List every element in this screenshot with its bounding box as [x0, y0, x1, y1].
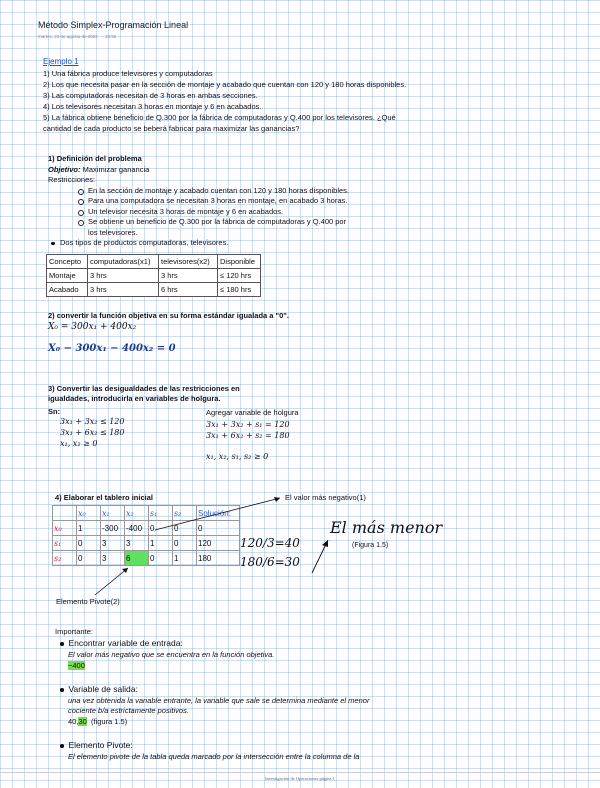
table-cell: Montaje	[47, 269, 88, 283]
section-objective-title: 2) convertir la función objetiva en su forma estándar igualada a "0".	[48, 311, 289, 320]
tableau-cell: 1	[173, 551, 197, 566]
row-label: s₁	[53, 536, 77, 551]
problem-line: 2) Los que necesita pasar en la sección de montaje y acabado que cuentan con 120 y 180 horas disponibles.	[43, 80, 407, 89]
tableau-header: Solución:	[197, 506, 240, 521]
tableau-cell: 0	[149, 551, 173, 566]
tableau-cell: 180	[197, 551, 240, 566]
pivot-label: Elemento Pivote(2)	[56, 597, 120, 606]
inequality: 3x₁ + 3x₂ ≤ 120	[60, 417, 125, 426]
tableau-cell: 0	[197, 521, 240, 536]
tableau-cell: -300	[101, 521, 125, 536]
item-title-text: Elemento Pivote:	[68, 740, 133, 750]
table-header: Disponible	[218, 255, 261, 269]
item-value	[68, 661, 85, 671]
footer-divider	[0, 772, 600, 773]
tableau-cell: 1	[149, 536, 173, 551]
page-title: Método Simplex-Programación Lineal	[38, 20, 189, 30]
tableau-cell: -400	[125, 521, 149, 536]
problem-line: 3) Las computadoras necesitan de 3 horas en ambas secciones.	[43, 91, 258, 100]
date-text: martes, 23 de agosto de 2022	[38, 34, 98, 39]
tableau-cell: 0	[149, 521, 173, 536]
arrowhead	[322, 540, 328, 547]
restrictions-label: Restricciones:	[48, 175, 96, 184]
objective-equation: X₀ = 300x₁ + 400x₂	[48, 322, 137, 332]
tableau-header: x₀	[77, 506, 101, 521]
time-text: 20:55	[105, 34, 117, 39]
page-footer: Investigación de Operaciones página 1	[265, 776, 335, 781]
figure-ref: (figura 1.5)	[90, 717, 128, 726]
item-title	[60, 638, 183, 648]
value-text: 40,	[68, 717, 79, 726]
highlighted-value: −400	[68, 661, 85, 670]
list-item-continuation: los televisores.	[88, 227, 138, 237]
equation: 3x₁ + 6x₂ + s₂ = 180	[206, 431, 290, 440]
most-negative-note: El valor más negativo(1)	[285, 493, 366, 502]
tableau-cell: 0	[77, 551, 101, 566]
tableau-cell: 3	[101, 536, 125, 551]
problem-line: 5) La fábrica obtiene beneficio de Q.300 por la fábrica de computadoras y Q.400 por los televisores. ¿Qué	[43, 113, 396, 122]
list-item: En la sección de montaje y acabado cuentan con 120 y 180 horas disponibles.	[48, 186, 408, 197]
tableau-cell: 0	[173, 536, 197, 551]
section-title-line: igualdades, introducirla en variables de holgura.	[48, 394, 221, 403]
handwritten-ratio-1: 120/3=40	[240, 536, 300, 550]
table-cell: 3 hrs	[159, 269, 218, 283]
tableau-cell: 3	[101, 551, 125, 566]
item-title-text: Encontrar variable de entrada:	[68, 638, 183, 648]
tableau-cell: 120	[197, 536, 240, 551]
highlighted-value: 30	[78, 717, 87, 726]
table-cell: ≤ 180 hrs	[218, 283, 261, 297]
table-cell: Acabado	[47, 283, 88, 297]
arrow-pivot	[95, 568, 128, 595]
row-label: s₂	[53, 551, 77, 566]
bullet-icon	[60, 642, 64, 646]
inequality: x₁, x₂ ≥ 0	[60, 439, 98, 448]
tableau-cell: 0	[173, 521, 197, 536]
figure-label: (Figura 1.5)	[352, 542, 389, 549]
tableau-header: x₁	[101, 506, 125, 521]
inequality: 3x₁ + 6x₂ ≤ 180	[60, 428, 125, 437]
slack-label: Agregar variable de holgura	[206, 408, 299, 417]
table-cell: 3 hrs	[88, 269, 159, 283]
item-description: cociente b/a estrictamente positivos.	[68, 706, 189, 715]
problem-line: 1) Una fábrica produce televisores y computadoras	[43, 69, 213, 78]
standard-equation: X₀ − 300x₁ − 400x₂ = 0	[48, 343, 176, 354]
table-header: televisores(x2)	[159, 255, 218, 269]
problem-line: 4) Los televisores necesitan 3 horas en montaje y 6 en acabados.	[43, 102, 262, 111]
sn-label: Sn:	[48, 407, 61, 416]
important-label: Importante:	[55, 627, 93, 636]
objective-text: Maximizar ganancia	[82, 164, 150, 174]
bullet-icon	[60, 688, 64, 692]
section-title: 1) Definición del problema	[48, 154, 142, 163]
tableau-cell: 3	[125, 536, 149, 551]
arrow-most-negative	[155, 498, 280, 530]
item-title-text: Variable de salida:	[68, 684, 138, 694]
item-title	[60, 740, 133, 750]
table-header: Concepto	[47, 255, 88, 269]
bullet-icon	[60, 744, 64, 748]
nonnegativity: x₁, x₂, s₁, s₂ ≥ 0	[206, 452, 269, 461]
item-value	[68, 717, 127, 727]
list-item: Se obtiene un beneficio de Q.300 por la fábrica de computadoras y Q.400 por	[48, 217, 408, 228]
tableau-header: s₂	[173, 506, 197, 521]
table-cell: 3 hrs	[88, 283, 159, 297]
list-item: Dos tipos de productos computadoras, televisores.	[48, 238, 408, 249]
tableau-header: s₁	[149, 506, 173, 521]
list-item: Para una computadora se necesitan 3 horas en montaje, en acabado 3 horas.	[48, 196, 408, 207]
item-description: una vez obtenida la variable entrante, la variable que sale se determina mediante el menor	[68, 696, 370, 705]
item-description: El elemento pivote de la tabla queda marcado por la intersección entre la columna de la	[68, 752, 360, 761]
row-label: x₀	[53, 521, 77, 536]
table-cell: ≤ 120 hrs	[218, 269, 261, 283]
tableau-cell: 1	[77, 521, 101, 536]
table-cell: 6 hrs	[159, 283, 218, 297]
objective-label: Objetivo:	[48, 164, 81, 174]
equation: 3x₁ + 3x₂ + s₁ = 120	[206, 420, 290, 429]
problem-line: cantidad de cada producto se beberá fabricar para maximizar las ganancias?	[43, 124, 300, 133]
table-header: computadoras(x1)	[88, 255, 159, 269]
tableau-header: x₂	[125, 506, 149, 521]
handwritten-note: El más menor	[330, 518, 443, 537]
section-tableau-title: 4) Elaborar el tablero inicial	[55, 493, 153, 502]
handwritten-ratio-2: 180/6=30	[240, 555, 300, 569]
list-item: Un televisor necesita 3 horas de montaje y 6 en acabados.	[48, 207, 408, 218]
item-description: El valor más negativo que se encuentra en la función objetiva.	[68, 650, 275, 659]
tableau-cell: 0	[77, 536, 101, 551]
section-title-line: 3) Convertir las desigualdades de las restricciones en	[48, 384, 240, 393]
example-heading[interactable]: Ejemplo 1	[43, 57, 79, 66]
item-title	[60, 684, 138, 694]
pivot-cell: 6	[125, 551, 149, 566]
